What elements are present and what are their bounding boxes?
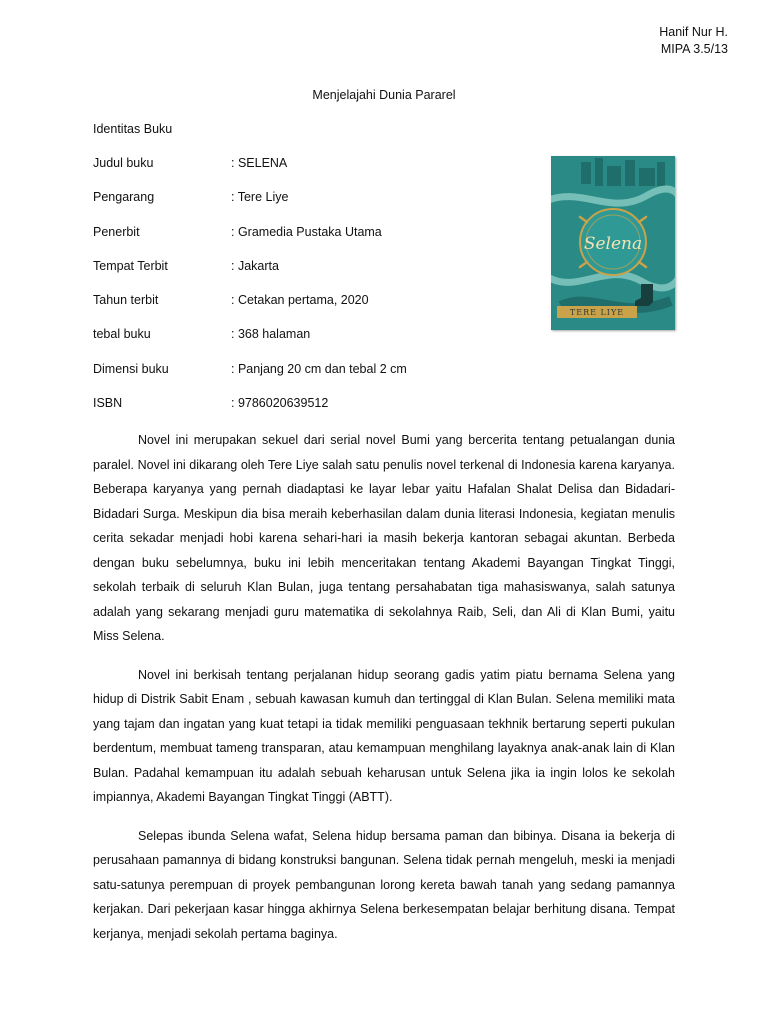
identity-value: : Panjang 20 cm dan tebal 2 cm xyxy=(231,362,407,376)
identity-label: Tempat Terbit xyxy=(93,259,168,273)
author-class: MIPA 3.5/13 xyxy=(660,42,728,56)
identity-value: : 9786020639512 xyxy=(231,396,329,410)
paragraph: Novel ini berkisah tentang perjalanan hidup seorang gadis yatim piatu bernama Selena yang hidup di Distrik Sabit Enam , sebuah kawasan kumuh dan tertinggal di Klan Bulan. Selena memiliki mata yang tajam dan ingatan yang kuat tetapi ia tidak memiliki penguasaan tekhnik bertarung seperti pukulan berdentum, membuat tameng transparan, atau kemampuan menghilang layaknya anak-anak lain di Klan Bulan. Padahal kemampuan itu adalah sebuah keharusan untuk Selena jika ia ingin lolos ke sekolah impiannya, Akademi Bayangan Tingkat Tinggi (ABTT). xyxy=(93,667,675,804)
identity-label: Pengarang xyxy=(93,190,155,204)
book-cover-image xyxy=(551,156,675,330)
identity-label: Penerbit xyxy=(93,225,140,239)
identity-label: Judul buku xyxy=(93,156,154,170)
paragraph: Selepas ibunda Selena wafat, Selena hidup bersama paman dan bibinya. Disana ia bekerja di perusahaan pamannya di bidang konstruksi bangunan. Selena tidak pernah mengeluh, meski ia menjadi satu-satunya perempuan di proyek pembangunan lorong kereta bawah tanah yang sedang pamannya kerjakan. Dari pekerjaan kasar hingga akhirnya Selena berkesempatan belajar berhitung disana. Tempat kerjanya, menjadi sekolah pertama baginya. xyxy=(93,828,675,941)
identity-value: : SELENA xyxy=(231,156,288,170)
identity-value: : Tere Liye xyxy=(231,190,289,204)
identity-value: : Jakarta xyxy=(231,259,279,273)
author-name: Hanif Nur H. xyxy=(659,25,728,39)
identity-label: Tahun terbit xyxy=(93,293,159,307)
book-cover-illustration xyxy=(551,156,675,330)
section-heading: Identitas Buku xyxy=(93,122,173,136)
identity-value: : Gramedia Pustaka Utama xyxy=(231,225,382,239)
svg-text:Selena: Selena xyxy=(583,234,643,254)
identity-value: : 368 halaman xyxy=(231,327,311,341)
identity-label: tebal buku xyxy=(93,327,151,341)
body-text xyxy=(93,428,675,960)
author-info xyxy=(659,24,728,58)
identity-value: : Cetakan pertama, 2020 xyxy=(231,293,369,307)
paragraph: Novel ini merupakan sekuel dari serial novel Bumi yang bercerita tentang petualangan dunia paralel. Novel ini dikarang oleh Tere Liye salah satu penulis novel terkenal di Indonesia karena karyanya. Beberapa karyanya yang pernah diadaptasi ke layar lebar yaitu Hafalan Shalat Delisa dan Bidadari-Bidadari Surga. Meskipun dia bisa meraih keberhasilan dalam dunia literasi Indonesia, kegiatan menulis cerita sekadar menjadi hobi karena sehari-hari ia masih bekerja kantoran sebagai akuntan. Berbeda dengan buku sebelumnya, buku ini lebih menceritakan tentang Akademi Bayangan Tingkat Tinggi, sekolah terbaik di seluruh Klan Bulan, juga tentang persahabatan tiga mahasiswanya, salah satunya adalah yang sekarang menjadi guru matematika di sekolahnya Raib, Seli, dan Ali di Klan Bumi, yaitu Miss Selena. xyxy=(93,433,675,643)
document-title: Menjelajahi Dunia Pararel xyxy=(312,88,456,102)
svg-text:TERE LIYE: TERE LIYE xyxy=(569,308,625,317)
identity-label: Dimensi buku xyxy=(93,362,169,376)
identity-label: ISBN xyxy=(93,396,123,410)
